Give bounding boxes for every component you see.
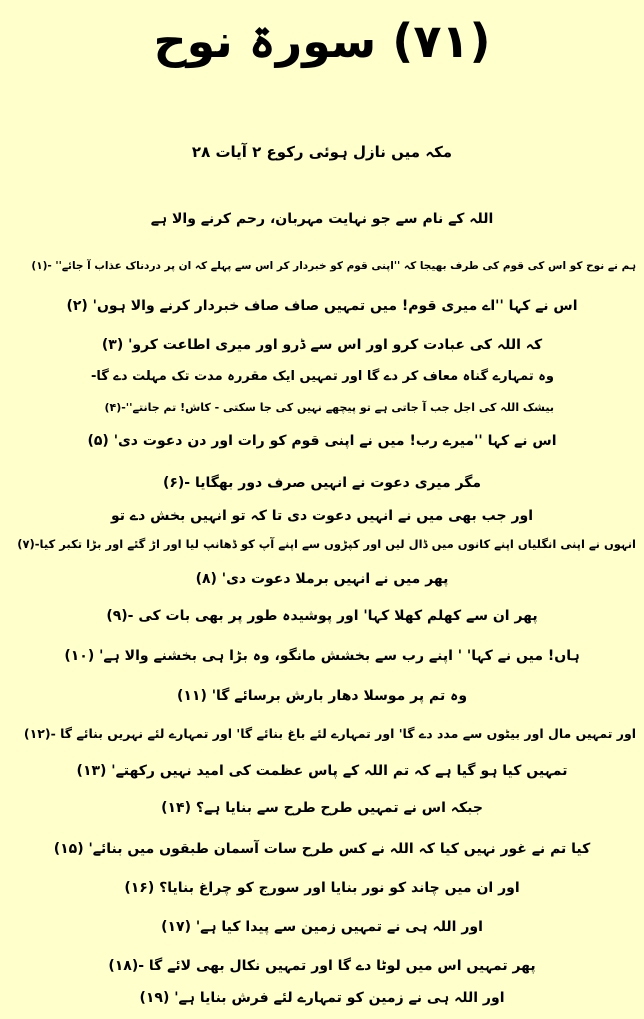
verse-line-6: اس نے کہا ''میرے رب! میں نے اپنی قوم کو رات اور دن دعوت دی' (۵) (87, 433, 557, 449)
verse-line-3: کہ اللہ کی عبادت کرو اور اس سے ڈرو اور میری اطاعت کرو' (۳) (101, 337, 543, 353)
verse-line-9: انہوں نے اپنی انگلیاں اپنے کانوں میں ڈال لیں اور کپڑوں سے اپنے آپ کو ڈھانپ لیا اور اڑ گئے اور بڑا تکبر کیا-(۷) (17, 537, 636, 551)
verse-line-8: اور جب بھی میں نے انہیں دعوت دی تا کہ تو انہیں بخش دے تو (110, 508, 534, 524)
verse-line-14: اور تمہیں مال اور بیٹوں سے مدد دے گا' اور تمہارے لئے باغ بنائے گا' اور تمہارے لئے نہریں بنائے گا -(۱۲) (23, 726, 636, 741)
verse-line-12: ہاں! میں نے کہا' ' اپنے رب سے بخشش مانگو، وہ بڑا ہی بخشنے والا ہے' (۱۰) (64, 648, 580, 664)
verse-line-19: اور اللہ ہی نے تمہیں زمین سے پیدا کیا ہے' (۱۷) (161, 919, 483, 935)
verse-line-2: اس نے کہا ''اے میری قوم! میں تمہیں صاف صاف خبردار کرنے والا ہوں' (۲) (66, 298, 578, 314)
surah-title: (۷۱) سورۃ نوح (153, 14, 491, 68)
verse-line-16: جبکہ اس نے تمہیں طرح طرح سے بنایا ہے؟ (۱۴) (161, 800, 483, 816)
bismillah: اللہ کے نام سے جو نہایت مہربان، رحم کرنے والا ہے (150, 211, 494, 227)
verse-line-13: وہ تم پر موسلا دھار بارش برسائے گا' (۱۱) (176, 688, 468, 704)
verse-line-15: تمہیں کیا ہو گیا ہے کہ تم اللہ کے پاس عظمت کی امید نہیں رکھتے' (۱۳) (76, 763, 568, 779)
verse-line-5: بیشک اللہ کی اجل جب آ جاتی ہے تو پیچھے نہیں کی جا سکتی - کاش! تم جانتے''-(۴) (104, 401, 554, 414)
verse-line-18: اور ان میں چاند کو نور بنایا اور سورج کو چراغ بنایا؟ (۱۶) (124, 880, 520, 896)
verse-line-4: وہ تمہارے گناہ معاف کر دے گا اور تمہیں ایک مقررہ مدت تک مہلت دے گا- (90, 369, 554, 384)
verse-line-17: کیا تم نے غور نہیں کیا کہ اللہ نے کس طرح سات آسمان طبقوں میں بنائے' (۱۵) (53, 841, 591, 857)
verse-line-1: ہم نے نوح کو اس کی قوم کی طرف بھیجا کہ ''اپنی قوم کو خبردار کر اس سے پہلے کہ ان پر دردناک عذاب آ جائے'' -(۱) (31, 260, 636, 272)
verse-line-11: پھر ان سے کھلم کھلا کہا' اور پوشیدہ طور پر بھی بات کی -(۹) (106, 608, 538, 624)
verse-line-7: مگر میری دعوت نے انہیں صرف دور بھگایا -(۶) (162, 475, 482, 491)
verse-line-20: پھر تمہیں اس میں لوٹا دے گا اور تمہیں نکال بھی لائے گا -(۱۸) (108, 958, 536, 974)
revelation-info: مکہ میں نازل ہوئی رکوع ۲ آیات ۲۸ (191, 143, 453, 161)
verse-line-21: اور اللہ ہی نے زمین کو تمہارے لئے فرش بنایا ہے' (۱۹) (139, 990, 505, 1006)
verse-line-10: پھر میں نے انہیں برملا دعوت دی' (۸) (195, 571, 449, 587)
